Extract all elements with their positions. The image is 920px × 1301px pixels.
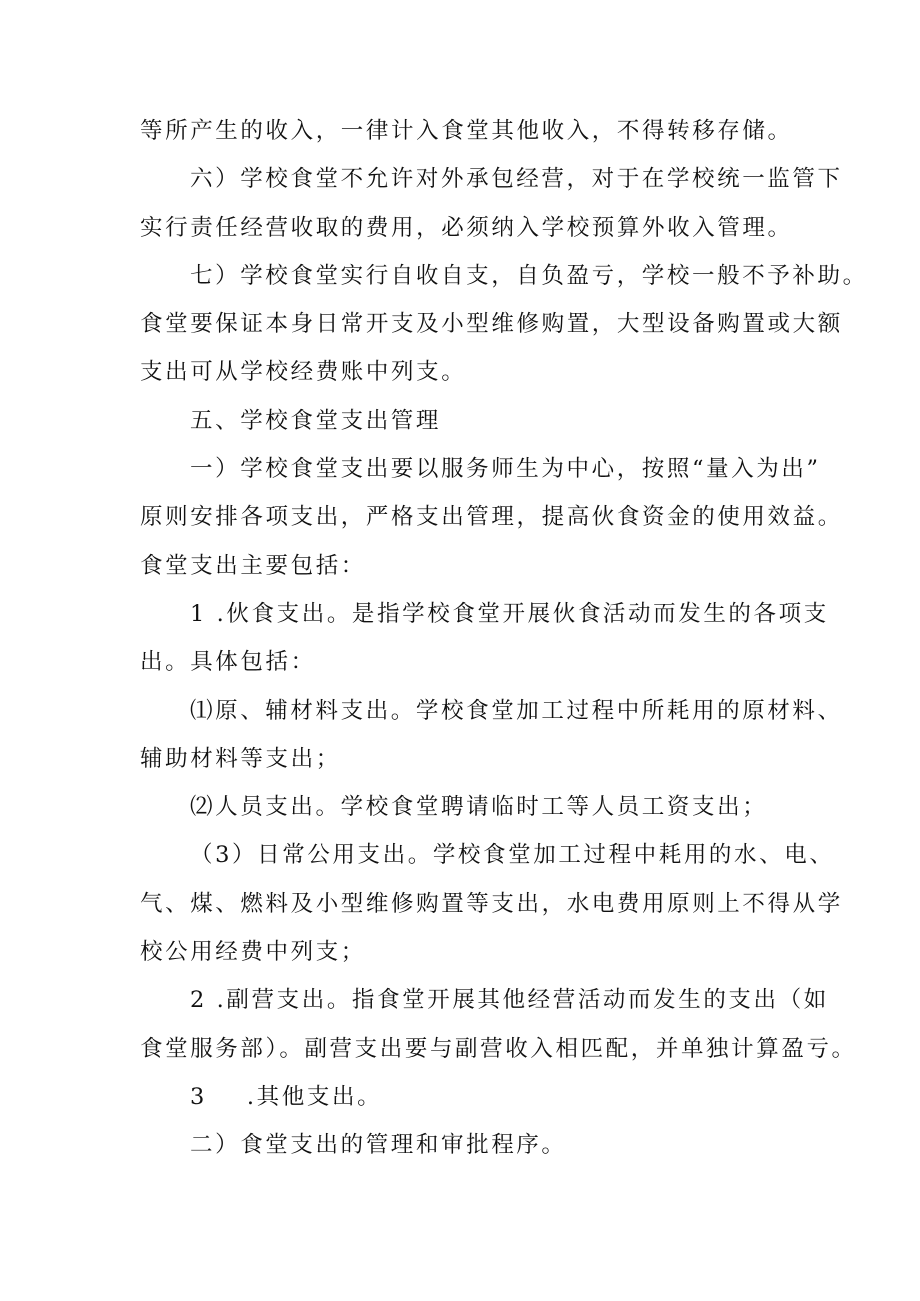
text-line [140,1073,790,1121]
text-line: ⑵人员支出。学校食堂聘请临时工等人员工资支出； [190,794,768,821]
text-line: 食堂服务部）。副营支出要与副营收入相匹配，并单独计算盈亏。 [140,1035,857,1062]
text-line: 二）食堂支出的管理和审批程序。 [190,1132,567,1159]
list-item-text: .其他支出。 [246,1083,383,1110]
text-line: 七）学校食堂实行自收自支，自负盈亏，学校一般不予补助。 [190,262,868,289]
section-heading: 五、学校食堂支出管理 [190,407,442,434]
text-line: 食堂要保证本身日常开支及小型维修购置，大型设备购置或大额 [140,311,843,338]
text-line: 原则安排各项支出，严格支出管理，提高伙食资金的使用效益。 [140,504,843,531]
text-line: 气、煤、燃料及小型维修购置等支出，水电费用原则上不得从学 [140,890,843,917]
text-line: 出。具体包括： [140,649,316,676]
text-line: ⑴原、辅材料支出。学校食堂加工过程中所耗用的原材料、 [190,697,843,724]
text-line: 2 .副营支出。指食堂开展其他经营活动而发生的支出（如 [190,987,829,1014]
list-number: 3 [190,1083,207,1110]
text-line: 支出可从学校经费账中列支。 [140,359,467,386]
text-line: 实行责任经营收取的费用，必须纳入学校预算外收入管理。 [140,214,793,241]
document-body [140,107,868,1170]
text-line: 六）学校食堂不允许对外承包经营，对于在学校统一监管下 [190,166,843,193]
text-line: 辅助材料等支出； [140,745,341,772]
text-line: 1 .伙食支出。是指学校食堂开展伙食活动而发生的各项支 [190,600,829,627]
text-line: 食堂支出主要包括： [140,552,366,579]
text-line: 一）学校食堂支出要以服务师生为中心，按照“量入为出” [190,456,821,483]
text-line: （3）日常公用支出。学校食堂加工过程中耗用的水、电、 [190,842,835,869]
text-line: 等所产生的收入，一律计入食堂其他收入，不得转移存储。 [140,118,793,144]
text-line: 校公用经费中列支； [140,939,366,966]
